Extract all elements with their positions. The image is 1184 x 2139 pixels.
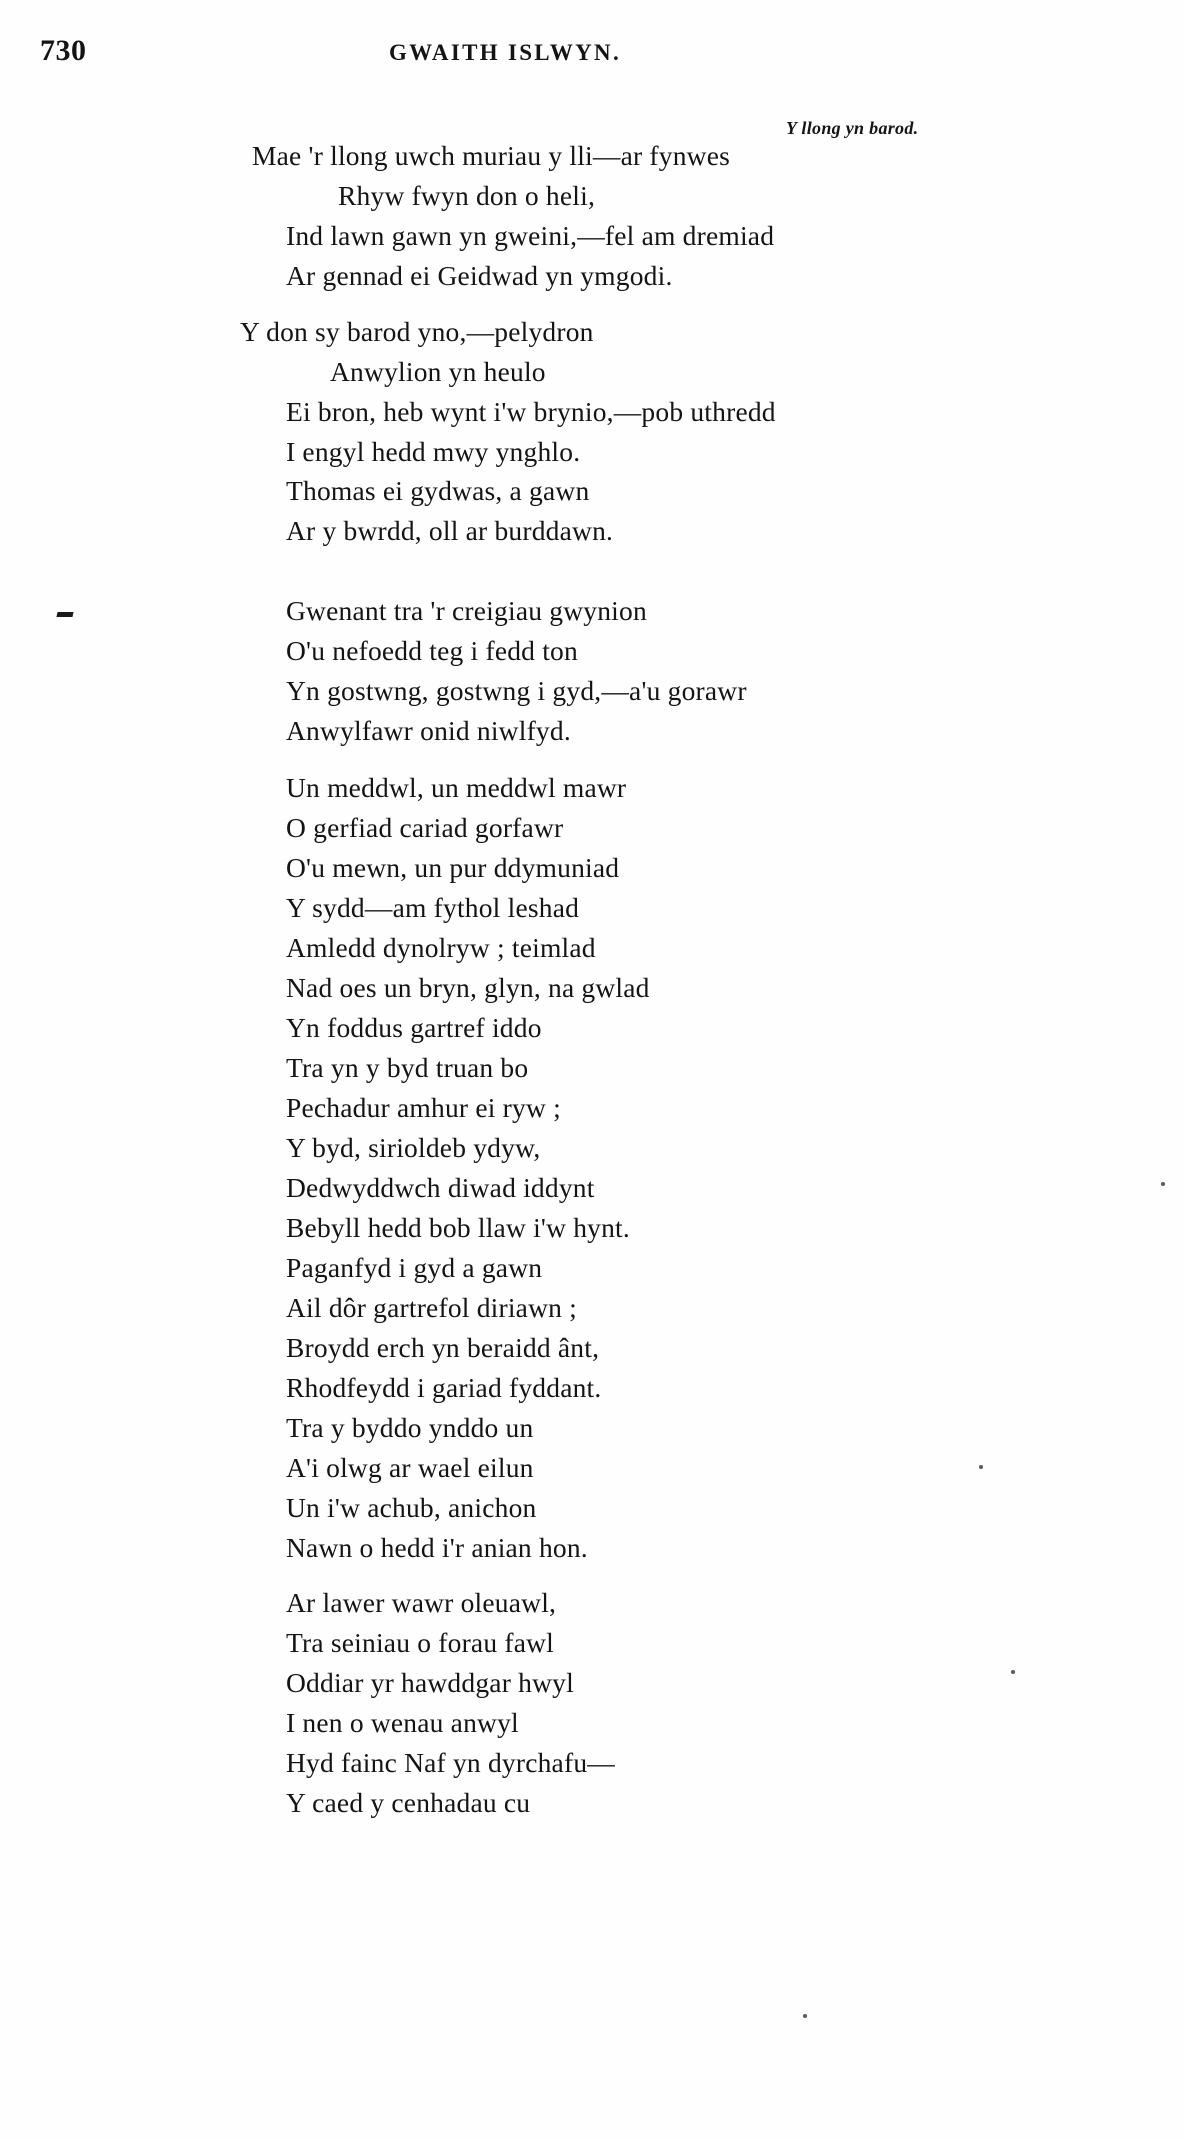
poem-line: O'u nefoedd teg i fedd ton	[286, 635, 578, 666]
poem-line: Hyd fainc Naf yn dyrchafu—	[286, 1747, 615, 1778]
poem-line: Bebyll hedd bob llaw i'w hynt.	[286, 1212, 630, 1243]
stanza	[0, 471, 1184, 551]
poem-title: Y llong yn barod.	[786, 118, 919, 138]
stanza	[0, 312, 1184, 472]
scan-speck	[1161, 1182, 1165, 1186]
poem-line: Amledd dynolryw ; teimlad	[286, 932, 596, 963]
poem-line: Y caed y cenhadau cu	[286, 1787, 531, 1818]
stanza	[0, 768, 1184, 1568]
poem-line: Broydd erch yn beraidd ânt,	[286, 1332, 600, 1363]
poem-line: I nen o wenau anwyl	[286, 1707, 519, 1738]
page-number: 730	[40, 34, 87, 67]
poem-line: Anwylfawr onid niwlfyd.	[286, 715, 571, 746]
poem-line: Gwenant tra 'r creigiau gwynion	[286, 595, 647, 626]
poem-line: Dedwyddwch diwad iddynt	[286, 1172, 595, 1203]
scan-speck	[803, 2014, 807, 2018]
poem-line: Anwylion yn heulo	[330, 356, 546, 387]
running-head: GWAITH ISLWYN.	[388, 40, 622, 65]
poem-line: Tra y byddo ynddo un	[286, 1412, 534, 1443]
poem-line: Mae 'r llong uwch muriau y lli—ar fynwes	[252, 140, 731, 171]
poem-line: Rhyw fwyn don o heli,	[338, 180, 596, 211]
poem-line: Tra seiniau o forau fawl	[286, 1627, 555, 1658]
poem-line: Pechadur amhur ei ryw ;	[286, 1092, 561, 1123]
poem-line: Ind lawn gawn yn gweini,—fel am dremiad	[286, 220, 775, 251]
scan-speck	[1011, 1670, 1015, 1674]
poem-line: Ei bron, heb wynt i'w brynio,—pob uthredd	[286, 396, 776, 427]
poem-line: Ar gennad ei Geidwad yn ymgodi.	[286, 260, 673, 291]
poem-line: Ar lawer wawr oleuawl,	[286, 1587, 557, 1618]
poem-line: I engyl hedd mwy ynghlo.	[286, 436, 581, 467]
poem-line: Nawn o hedd i'r anian hon.	[286, 1532, 588, 1563]
poem-line: Un i'w achub, anichon	[286, 1492, 537, 1523]
poem-line: Thomas ei gydwas, a gawn	[286, 475, 590, 506]
poem-line: Ail dôr gartrefol diriawn ;	[286, 1292, 578, 1323]
stanza	[0, 591, 1184, 751]
poem-line: Yn foddus gartref iddo	[286, 1012, 542, 1043]
poem-line: Nad oes un bryn, glyn, na gwlad	[286, 972, 650, 1003]
poem-line: Y sydd—am fythol leshad	[286, 892, 580, 923]
poem-line: A'i olwg ar wael eilun	[286, 1452, 534, 1483]
poem-line: Rhodfeydd i gariad fyddant.	[286, 1372, 602, 1403]
poem-line: O gerfiad cariad gorfawr	[286, 812, 564, 843]
stanza	[0, 136, 1184, 296]
scan-speck	[979, 1465, 983, 1469]
poem-line: Oddiar yr hawddgar hwyl	[286, 1667, 574, 1698]
poem-line: Y don sy barod yno,—pelydron	[240, 316, 594, 347]
page-header	[0, 34, 1184, 74]
poem-line: Tra yn y byd truan bo	[286, 1052, 529, 1083]
poem-line: Un meddwl, un meddwl mawr	[286, 772, 627, 803]
poem-line: O'u mewn, un pur ddymuniad	[286, 852, 620, 883]
stanza	[0, 1583, 1184, 1823]
poem-line: Y byd, sirioldeb ydyw,	[286, 1132, 541, 1163]
poem-line: Yn gostwng, gostwng i gyd,—a'u gorawr	[286, 675, 747, 706]
poem-line: Ar y bwrdd, oll ar burddawn.	[286, 515, 614, 546]
poem-line: Paganfyd i gyd a gawn	[286, 1252, 543, 1283]
